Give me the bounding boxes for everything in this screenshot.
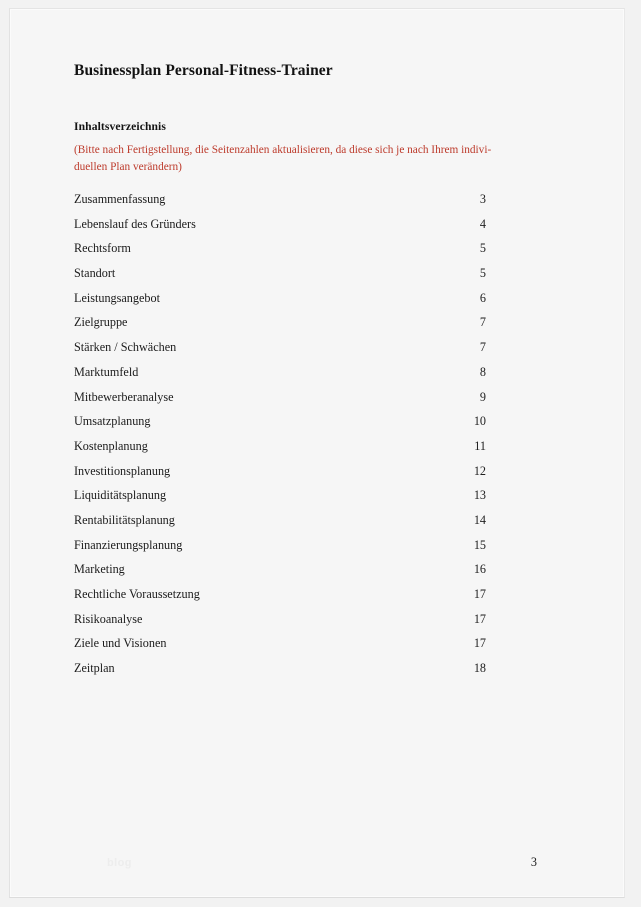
toc-entry-page-number: 9 [479, 389, 486, 404]
toc-entry-label: Marketing [74, 562, 125, 577]
toc-entry[interactable] [74, 459, 486, 484]
toc-entry-label: Rechtliche Voraussetzung [74, 587, 200, 601]
toc-entry-label: Leistungsangebot [74, 290, 160, 305]
toc-entry-label: Stärken / Schwächen [74, 340, 177, 355]
toc-entry-page-number: 11 [474, 438, 486, 453]
toc-entry-label: Marktumfeld [74, 364, 139, 379]
toc-entry-label: Rentabilitätsplanung [74, 512, 175, 527]
toc-entry-label: Kostenplanung [74, 438, 148, 453]
toc-entry-label: Liquiditätsplanung [74, 488, 167, 503]
toc-entry-page-number: 7 [479, 315, 486, 330]
toc-update-note [74, 142, 561, 175]
toc-entry[interactable] [74, 582, 486, 607]
table-of-contents-list [74, 187, 486, 681]
toc-entry[interactable] [74, 656, 486, 681]
page-title: Businessplan Personal-Fitness-Trainer [74, 62, 333, 79]
toc-entry-page-number: 7 [479, 340, 486, 355]
toc-update-note-line-2: duellen Plan verändern) [74, 160, 182, 173]
toc-entry[interactable] [74, 434, 486, 459]
toc-entry-page-number: 5 [479, 266, 486, 281]
toc-entry-label: Mitbewerberanalyse [74, 389, 174, 404]
toc-entry-page-number: 14 [473, 512, 486, 527]
toc-entry-page-number: 18 [473, 661, 486, 676]
toc-entry[interactable] [74, 533, 486, 558]
toc-entry[interactable] [74, 508, 486, 533]
toc-entry[interactable] [74, 286, 486, 311]
toc-entry[interactable] [74, 483, 486, 508]
toc-entry[interactable] [74, 236, 486, 261]
toc-entry-page-number: 6 [479, 290, 486, 305]
toc-entry[interactable] [74, 335, 486, 360]
toc-entry-label: Investitionsplanung [74, 463, 171, 478]
toc-entry-page-number: 5 [479, 241, 486, 256]
toc-entry-label: Zeitplan [74, 661, 115, 676]
toc-entry-page-number: 17 [473, 611, 486, 626]
toc-entry-page-number: 15 [473, 537, 486, 552]
toc-entry-label: Ziele und Visionen [74, 636, 167, 651]
toc-entry[interactable] [74, 631, 486, 656]
toc-entry-page-number: 12 [473, 463, 486, 478]
toc-entry-label: Zusammenfassung [74, 192, 166, 206]
toc-entry[interactable] [74, 261, 486, 286]
toc-entry-page-number: 13 [473, 488, 486, 503]
toc-entry[interactable] [74, 360, 486, 385]
toc-entry-page-number: 17 [473, 587, 486, 601]
toc-entry[interactable] [74, 607, 486, 632]
toc-entry-page-number: 16 [473, 562, 486, 577]
toc-entry-label: Finanzierungsplanung [74, 537, 183, 552]
toc-update-note-line-1: (Bitte nach Fertigstellung, die Seitenzahlen aktualisieren, da diese sich je nach Ihrem indivi- [74, 144, 492, 156]
toc-entry[interactable] [74, 187, 486, 212]
toc-entry[interactable] [74, 310, 486, 335]
toc-entry-page-number: 17 [473, 636, 486, 651]
toc-entry-label: Standort [74, 266, 116, 281]
toc-entry[interactable] [74, 557, 486, 582]
toc-entry-page-number: 10 [473, 414, 486, 429]
toc-entry-label: Umsatzplanung [74, 414, 151, 429]
document-page [9, 8, 625, 898]
footer-page-number: 3 [530, 855, 537, 869]
toc-entry-label: Rechtsform [74, 241, 131, 256]
toc-entry-label: Zielgruppe [74, 315, 128, 330]
page-content-area [74, 9, 572, 897]
toc-entry[interactable] [74, 212, 486, 237]
toc-entry-label: Risikoanalyse [74, 611, 143, 626]
toc-entry[interactable] [74, 385, 486, 410]
footer-watermark: blog [107, 857, 132, 869]
toc-entry-label: Lebenslauf des Gründers [74, 216, 196, 231]
toc-entry-page-number: 4 [479, 216, 486, 231]
toc-entry[interactable] [74, 409, 486, 434]
table-of-contents-heading: Inhaltsverzeichnis [74, 120, 166, 133]
toc-entry-page-number: 8 [479, 364, 486, 379]
toc-entry-page-number: 3 [479, 192, 486, 206]
